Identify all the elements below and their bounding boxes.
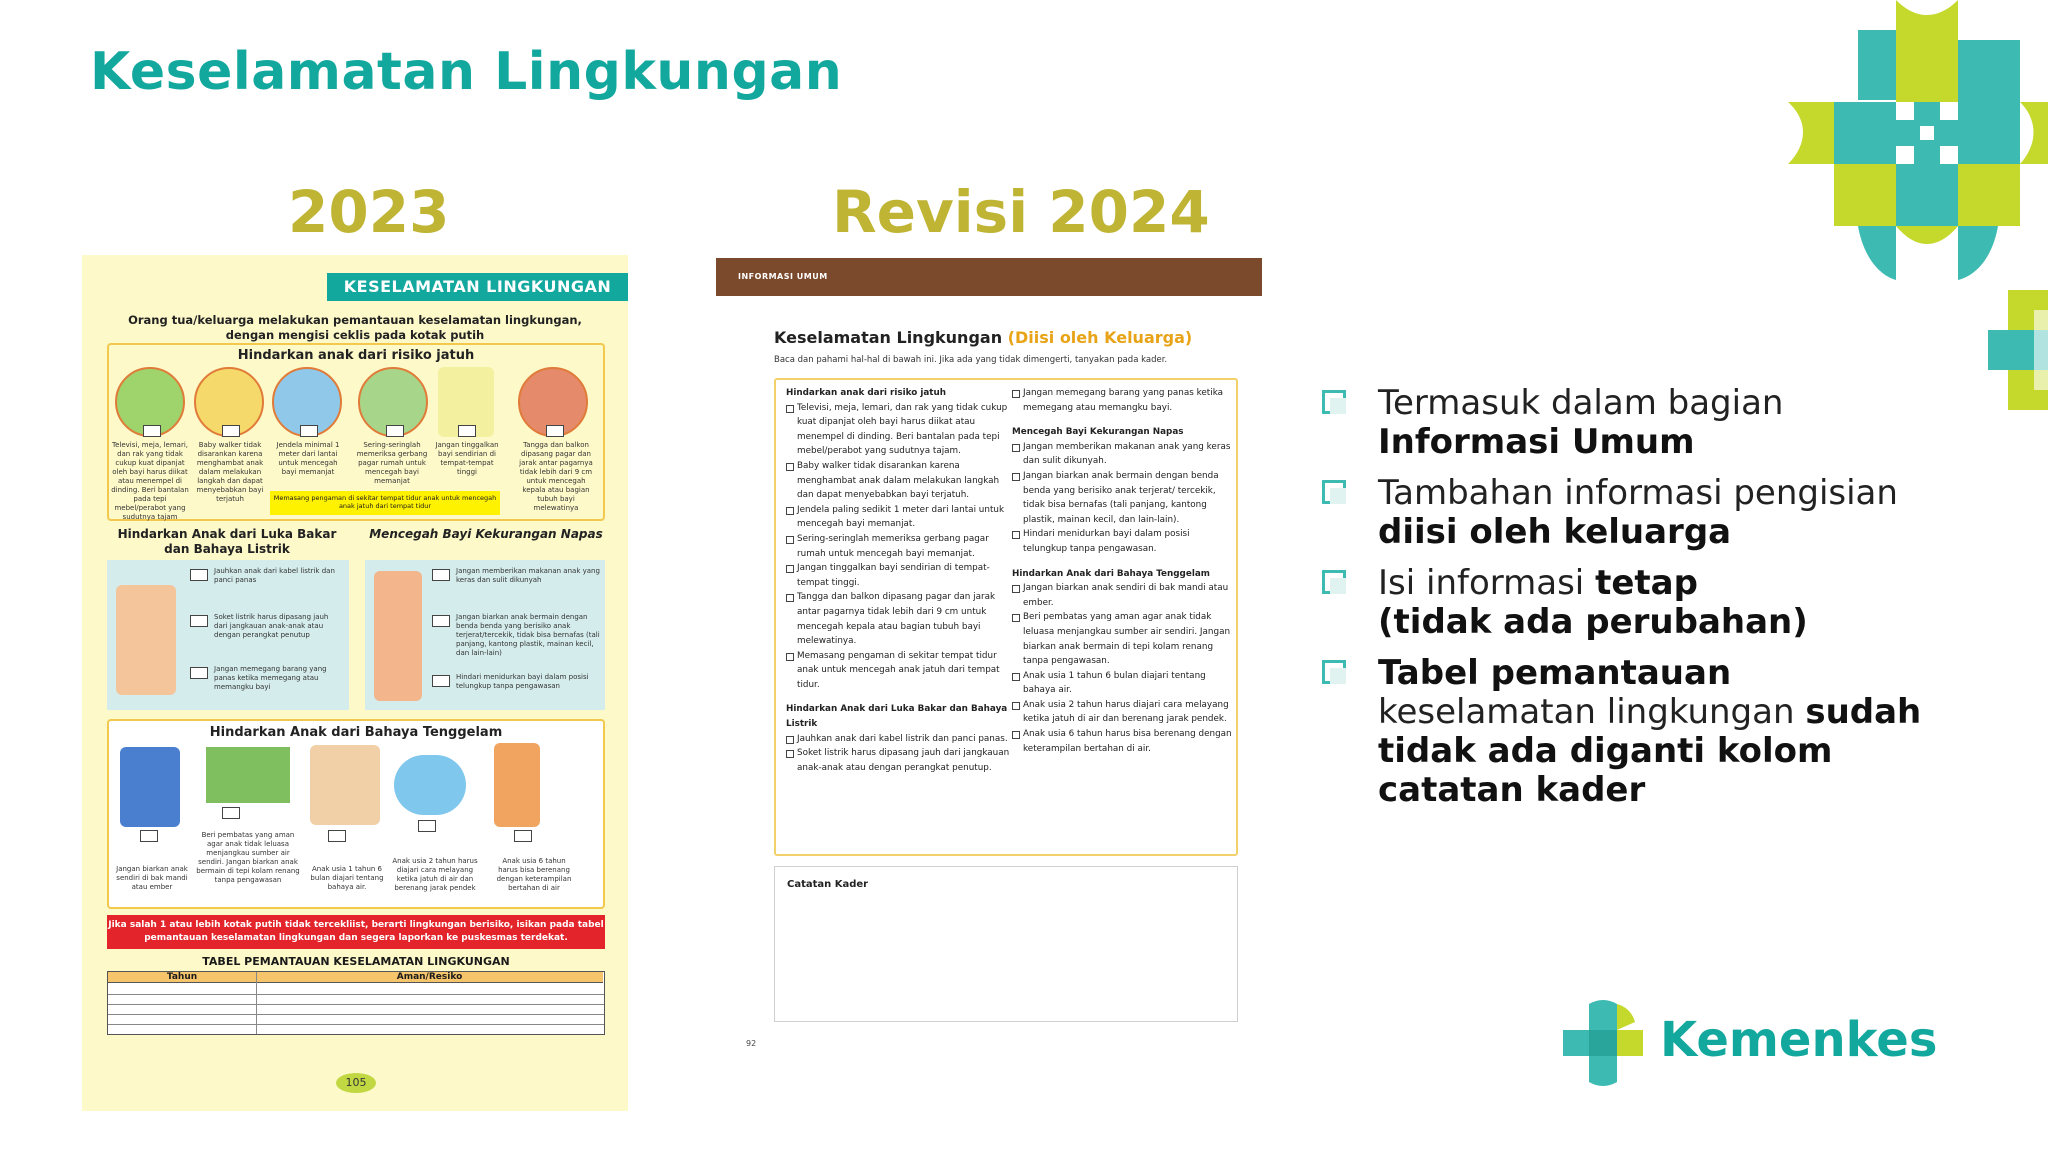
fall-caption: Baby walker tidak disarankan karena menghambat anak dalam melakukan langkah dan dapat menyebabkan bayi terjatuh	[196, 441, 264, 503]
checklist-left-column	[786, 386, 1010, 775]
checkbox[interactable]	[190, 615, 208, 627]
new-title-accent: (Diisi oleh Keluarga)	[1007, 328, 1193, 347]
checklist-item[interactable]: Jangan memegang barang yang panas ketika memegang atau memangku bayi.	[1012, 386, 1234, 415]
breath-item-text: Jangan biarkan anak bermain dengan benda benda yang berisiko anak terjerat/tercekik, tidak bisa bernafas (tali panjang, kantong plastik, mainan kecil, dan lain-lain)	[456, 613, 600, 657]
checkbox[interactable]	[432, 569, 450, 581]
swimmer-illustration	[494, 743, 540, 827]
fall-caption: Jangan tinggalkan bayi sendirian di tempat-tempat tinggi	[435, 441, 499, 476]
bullet-bold-text: diisi oleh keluarga	[1378, 512, 1732, 552]
child-illustration	[116, 585, 176, 695]
bullet-bold-text: sudah	[1805, 692, 1922, 732]
checkbox[interactable]	[190, 667, 208, 679]
kemenkes-cross-icon	[1563, 1000, 1643, 1086]
breath-item-text: Jangan memberikan makanan anak yang keras dan sulit dikunyah	[456, 567, 600, 584]
drown-caption: Anak usia 2 tahun harus diajari cara melayang ketika jatuh di air dan berenang jarak pendek	[392, 857, 478, 892]
bucket-illustration	[120, 747, 180, 827]
checklist-item[interactable]: Hindari menidurkan bayi dalam posisi telungkup tanpa pengawasan.	[1012, 527, 1234, 556]
checkbox[interactable]	[514, 830, 532, 842]
checkbox[interactable]	[222, 425, 240, 437]
checklist-item[interactable]: Jangan biarkan anak bermain dengan benda benda yang berisiko anak terjerat/ tercekik, tidak bisa bernafas (tali panjang, kantong plastik, mainan kecil, dan lain-lain).	[1012, 469, 1234, 527]
old-page-number: 105	[336, 1073, 376, 1093]
checkbox-bullet-icon	[1322, 660, 1346, 684]
bullet-item	[1322, 654, 2022, 810]
checkbox[interactable]	[143, 425, 161, 437]
kader-notes-box[interactable]	[774, 866, 1238, 1022]
checklist-heading: Hindarkan anak dari risiko jatuh	[786, 388, 947, 398]
breath-item-text: Hindari menidurkan bayi dalam posisi telungkup tanpa pengawasan	[456, 673, 589, 690]
checkbox[interactable]	[546, 425, 564, 437]
checklist-item[interactable]: Anak usia 2 tahun harus diajari cara melayang ketika jatuh di air dan berenang jarak pendek.	[1012, 698, 1234, 727]
checkbox[interactable]	[418, 820, 436, 832]
old-breath-section-title: Mencegah Bayi Kekurangan Napas	[369, 527, 603, 541]
checkbox-bullet-icon	[1322, 480, 1346, 504]
year-2023-label: 2023	[288, 178, 450, 246]
new-title-text: Keselamatan Lingkungan	[774, 328, 1003, 347]
burn-item-text: Soket listrik harus dipasang jauh dari jangkauan anak-anak atau dengan perangkat penutup	[214, 613, 329, 639]
year-2024-label: Revisi 2024	[832, 178, 1210, 246]
checkbox[interactable]	[222, 807, 240, 819]
bullet-bold-text: tetap	[1595, 563, 1698, 603]
bullet-item	[1322, 564, 2022, 642]
checklist-item[interactable]: Televisi, meja, lemari, dan rak yang tidak cukup kuat dipanjat oleh bayi harus diikat atau menempel di dinding. Beri bantalan pada tepi mebel/perabot yang sudutnya tajam.	[786, 401, 1010, 459]
bullet-bold-text: tidak ada diganti kolom	[1378, 731, 1833, 771]
checklist-item[interactable]: Anak usia 6 tahun harus bisa berenang dengan keterampilan bertahan di air.	[1012, 727, 1234, 756]
new-page-subtitle: Baca dan pahami hal-hal di bawah ini. Jika ada yang tidak dimengerti, tanyakan pada kader.	[774, 355, 1168, 365]
bullet-item	[1322, 384, 2022, 462]
fall-caption: Televisi, meja, lemari, dan rak yang tidak cukup kuat dipanjat oleh bayi harus diikat atau menempel di dinding. Beri bantalan pada tepi mebel/perabot yang sudutnya tajam	[111, 441, 189, 521]
drown-caption: Anak usia 1 tahun 6 bulan diajari tentang bahaya air.	[310, 865, 384, 891]
new-page-title	[774, 328, 1192, 347]
bullet-bold-text: Tabel pemantauan	[1378, 653, 1732, 693]
checkbox[interactable]	[328, 830, 346, 842]
fall-caption: Jendela minimal 1 meter dari lantai untuk mencegah bayi memanjat	[276, 441, 340, 476]
checklist-item[interactable]: Memasang pengaman di sekitar tempat tidur anak untuk mencegah anak jatuh dari tempat tidur.	[786, 649, 1010, 693]
old-burn-section-title: Hindarkan Anak dari Luka Bakar dan Bahaya Listrik	[117, 527, 337, 556]
checkbox[interactable]	[300, 425, 318, 437]
table-header-year: Tahun	[108, 972, 256, 983]
checklist-item[interactable]: Jangan memberikan makanan anak yang keras dan sulit dikunyah.	[1012, 440, 1234, 469]
warning-banner: Jika salah 1 atau lebih kotak putih tidak tercekliist, berarti lingkungan berisiko, isikan pada tabel pemantauan keselamatan lingkungan dan segera laporkan ke puskesmas terdekat.	[107, 915, 605, 949]
old-page-header: KESELAMATAN LINGKUNGAN	[327, 273, 628, 301]
kader-notes-label: Catatan Kader	[787, 879, 869, 890]
checklist-item[interactable]: Tangga dan balkon dipasang pagar dan jarak antar pagarnya tidak lebih dari 9 cm untuk mencegah kepala atau bagian tubuh bayi melewatinya.	[786, 590, 1010, 648]
slide-title: Keselamatan Lingkungan	[90, 42, 843, 102]
fall-highlight-note: Memasang pengaman di sekitar tempat tidur anak untuk mencegah anak jatuh dari tempat tidur	[270, 491, 500, 515]
bullet-bold-text: (tidak ada perubahan)	[1378, 602, 1808, 642]
old-drown-section-title: Hindarkan Anak dari Bahaya Tenggelam	[209, 725, 503, 740]
fall-caption: Tangga dan balkon dipasang pagar dan jarak antar pagarnya tidak lebih dari 9 cm untuk mencegah kepala atau bagian tubuh bayi melewatinya	[519, 441, 593, 512]
checklist-item[interactable]: Jauhkan anak dari kabel listrik dan panci panas.	[786, 732, 1010, 747]
checklist-box	[774, 378, 1238, 856]
checklist-item[interactable]: Anak usia 1 tahun 6 bulan diajari tentang bahaya air.	[1012, 669, 1234, 698]
burn-item-text: Jangan memegang barang yang panas ketika memegang atau memangku bayi	[214, 665, 327, 691]
checklist-item[interactable]: Jangan biarkan anak sendiri di bak mandi atau ember.	[1012, 581, 1234, 610]
checklist-item[interactable]: Sering-seringlah memeriksa gerbang pagar rumah untuk mencegah bayi memanjat.	[786, 532, 1010, 561]
bullet-item	[1322, 474, 2022, 552]
new-page-number: 92	[746, 1039, 757, 1048]
bullet-list	[1322, 384, 2022, 822]
checklist-heading: Hindarkan Anak dari Luka Bakar dan Bahaya Listrik	[786, 704, 1008, 730]
drown-caption: Jangan biarkan anak sendiri di bak mandi atau ember	[116, 865, 188, 891]
monitoring-table	[107, 971, 605, 1035]
checkbox-bullet-icon	[1322, 390, 1346, 414]
checkbox-bullet-icon	[1322, 570, 1346, 594]
checklist-item[interactable]: Baby walker tidak disarankan karena menghambat anak dalam melakukan langkah dan dapat menyebabkan bayi terjatuh.	[786, 459, 1010, 503]
drown-caption: Anak usia 6 tahun harus bisa berenang dengan keterampilan bertahan di air	[496, 857, 572, 892]
monitoring-table-title: TABEL PEMANTAUAN KESELAMATAN LINGKUNGAN	[202, 955, 510, 968]
bullet-text: Isi informasi	[1378, 563, 1596, 603]
checklist-item[interactable]: Beri pembatas yang aman agar anak tidak leluasa menjangkau sumber air sendiri. Jangan biarkan anak bermain di tepi kolam renang tanpa pengawasan.	[1012, 610, 1234, 668]
kemenkes-logo-text: Kemenkes	[1660, 1012, 1938, 1068]
fall-caption: Sering-seringlah memeriksa gerbang pagar rumah untuk mencegah bayi memanjat	[356, 441, 428, 485]
checkbox[interactable]	[140, 830, 158, 842]
checklist-item[interactable]: Soket listrik harus dipasang jauh dari jangkauan anak-anak atau dengan perangkat penutup.	[786, 746, 1010, 775]
bullet-bold-text: Informasi Umum	[1378, 422, 1695, 462]
checkbox[interactable]	[386, 425, 404, 437]
checklist-item[interactable]: Jendela paling sedikit 1 meter dari lantai untuk mencegah bayi memanjat.	[786, 503, 1010, 532]
bullet-text: Tambahan informasi pengisian	[1378, 473, 1898, 513]
old-fall-section-title: Hindarkan anak dari risiko jatuh	[237, 348, 475, 363]
kids-bath-illustration	[310, 745, 380, 825]
section-header-bar	[716, 258, 1262, 296]
bullet-text: Termasuk dalam bagian	[1378, 383, 1784, 423]
bullet-text: keselamatan lingkungan	[1378, 692, 1806, 732]
burn-item-text: Jauhkan anak dari kabel listrik dan panci panas	[214, 567, 335, 584]
checklist-heading: Hindarkan Anak dari Bahaya Tenggelam	[1012, 568, 1210, 579]
decorative-ornament-icon	[1748, 0, 2048, 440]
bullet-bold-text: catatan kader	[1378, 770, 1646, 810]
checkbox[interactable]	[190, 569, 208, 581]
checkbox[interactable]	[432, 615, 450, 627]
checkbox[interactable]	[432, 675, 450, 687]
table-header-status: Aman/Resiko	[256, 972, 603, 983]
checkbox[interactable]	[458, 425, 476, 437]
section-label: INFORMASI UMUM	[738, 272, 828, 281]
checklist-item[interactable]: Jangan tinggalkan bayi sendirian di tempat-tempat tinggi.	[786, 561, 1010, 590]
checklist-heading: Mencegah Bayi Kekurangan Napas	[1012, 427, 1184, 438]
checklist-right-column	[1012, 386, 1234, 756]
pool-fence-illustration	[206, 747, 290, 803]
baby-illustration	[374, 571, 422, 701]
floating-illustration	[394, 755, 466, 815]
new-booklet-page	[716, 258, 1262, 1088]
drown-caption: Beri pembatas yang aman agar anak tidak leluasa menjangkau sumber air sendiri. Jangan biarkan anak bermain di tepi kolam renang tanpa pengawasan	[196, 831, 300, 884]
old-page-intro: Orang tua/keluarga melakukan pemantauan keselamatan lingkungan, dengan mengisi ceklis pada kotak putih	[128, 313, 582, 342]
old-booklet-page	[82, 255, 628, 1111]
